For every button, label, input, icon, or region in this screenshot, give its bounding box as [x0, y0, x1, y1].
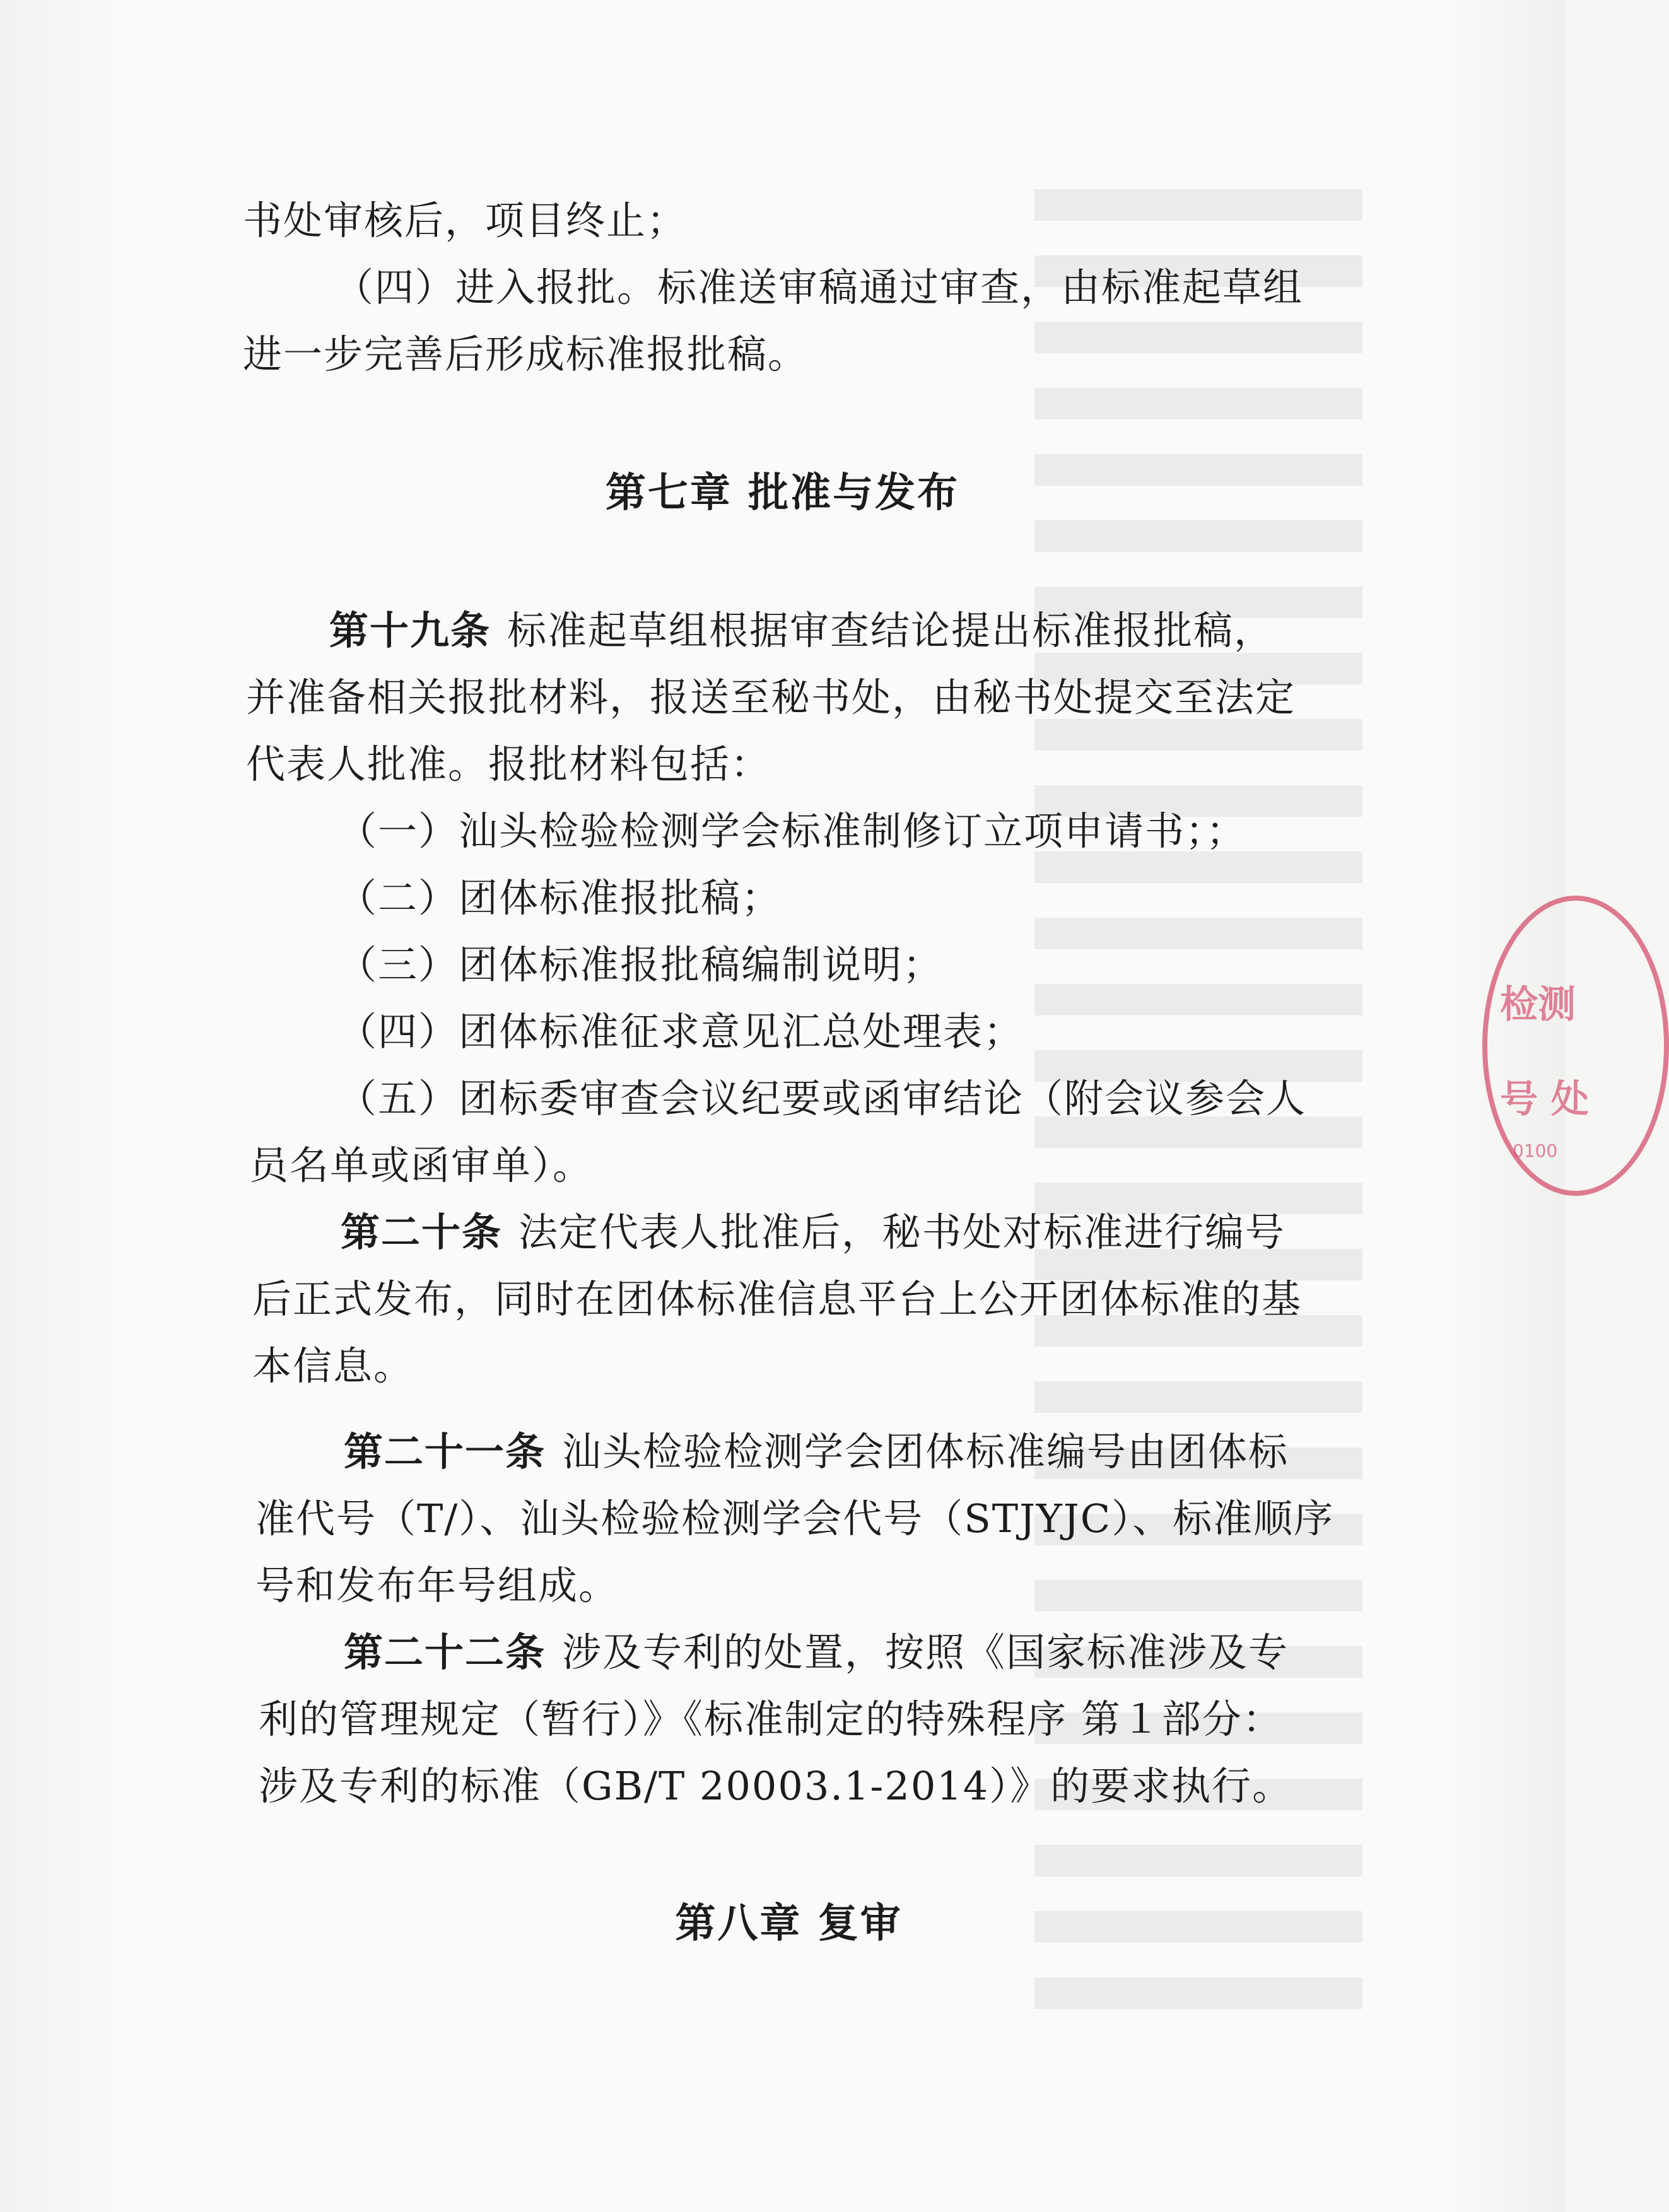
article-22-line: [344, 1627, 1289, 1678]
body-line: 并准备相关报批材料，报送至秘书处，由秘书处提交至法定: [246, 674, 1296, 720]
article-number: 第二十二条: [344, 1629, 546, 1675]
chapter-heading-8: 第八章 复审: [675, 1900, 903, 1947]
article-text: 法定代表人批准后，秘书处对标准进行编号: [518, 1209, 1286, 1255]
list-item: （三）团体标准报批稿编制说明；: [337, 942, 944, 988]
body-line: 利的管理规定（暂行）》《标准制定的特殊程序 第１部分：: [259, 1696, 1283, 1742]
seal-number: 0100: [1513, 1140, 1558, 1161]
body-line: 涉及专利的标准（GB/T 20003.1-2014）》的要求执行。: [259, 1763, 1293, 1809]
chapter-heading-7: 第七章 批准与发布: [605, 470, 960, 517]
article-text: 汕头检验检测学会团体标准编号由团体标: [562, 1429, 1289, 1475]
list-item: （四）团体标准征求意见汇总处理表；: [337, 1009, 1024, 1055]
article-20-line: [341, 1207, 1285, 1258]
article-number: 第二十一条: [344, 1429, 546, 1475]
body-line: 代表人批准。报批材料包括：: [246, 741, 771, 787]
article-21-line: [344, 1427, 1289, 1477]
article-text: 涉及专利的处置，按照《国家标准涉及专: [562, 1629, 1289, 1675]
list-item: （一）汕头检验检测学会标准制修订立项申请书；；: [337, 808, 1247, 854]
body-line: 后正式发布，同时在团体标准信息平台上公开团体标准的基: [252, 1276, 1303, 1322]
list-item: （二）团体标准报批稿；: [337, 875, 782, 921]
body-line: 书处审核后，项目终止；: [243, 197, 688, 243]
body-line: 号和发布年号组成。: [255, 1562, 619, 1608]
official-seal-stamp: [1482, 896, 1669, 1196]
article-number: 第十九条: [329, 607, 491, 653]
body-line: 本信息。: [252, 1343, 414, 1389]
article-19-line: [329, 606, 1274, 656]
body-line: （四）进入报批。标准送审稿通过审查，由标准起草组: [334, 264, 1304, 310]
article-number: 第二十条: [341, 1209, 503, 1255]
list-item: （五）团标委审查会议纪要或函审结论（附会议参会人: [337, 1075, 1307, 1121]
seal-text: 检测 号 处: [1500, 983, 1589, 1121]
body-line: 进一步完善后形成标准报批稿。: [243, 331, 809, 377]
body-line: 准代号（T/）、汕头检验检测学会代号（STJYJC）、标准顺序: [255, 1495, 1335, 1542]
article-text: 标准起草组根据审查结论提出标准报批稿，: [507, 607, 1275, 653]
body-line: 员名单或函审单）。: [249, 1142, 594, 1188]
